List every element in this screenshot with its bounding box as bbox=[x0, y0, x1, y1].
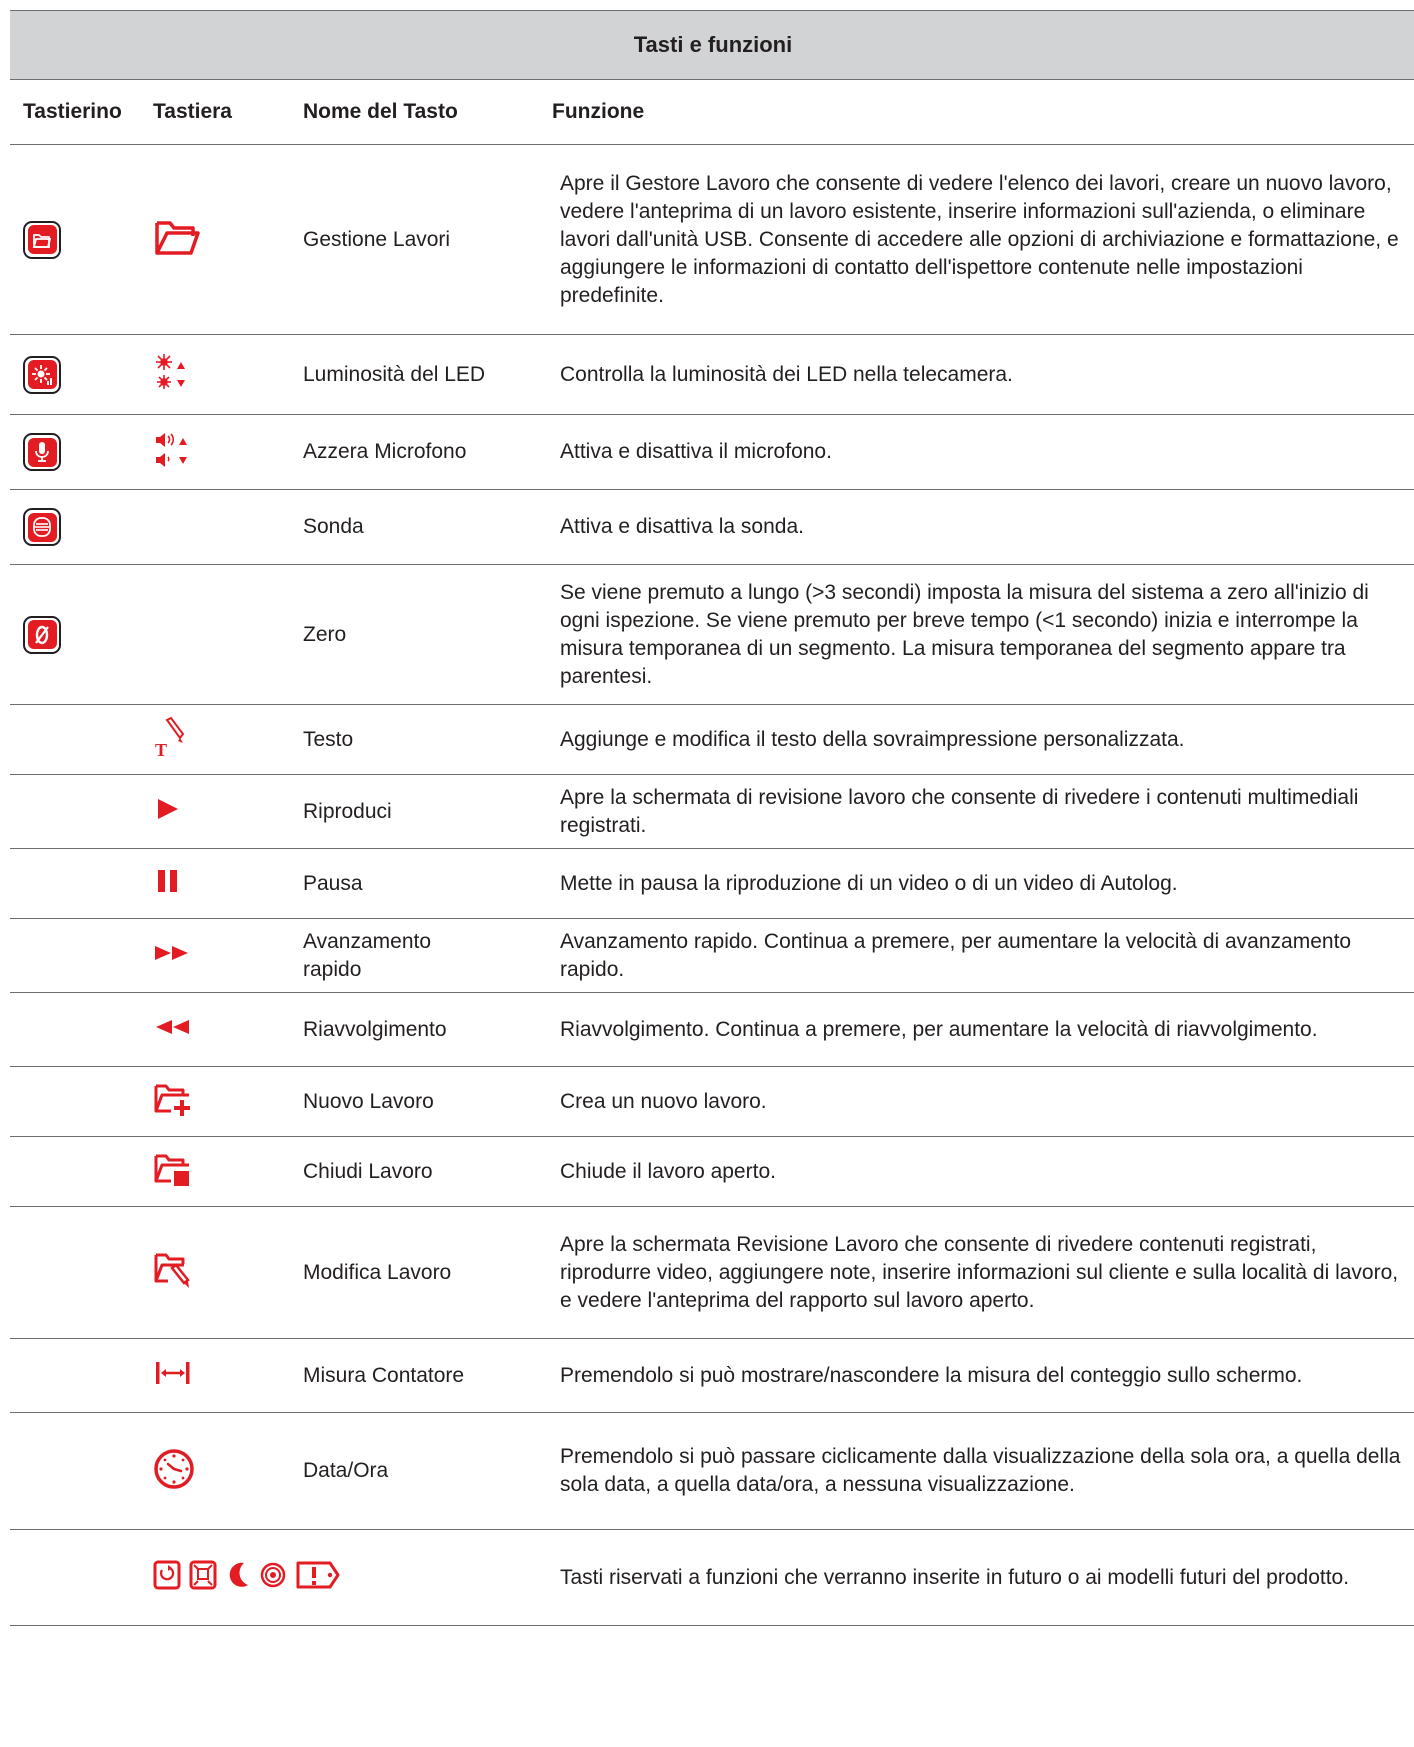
table-row bbox=[10, 144, 1414, 334]
key-function: Avanzamento rapido. Continua a premere, per aumentare la velocità di avanzamento rapido. bbox=[560, 929, 1352, 981]
key-function: Chiude il lavoro aperto. bbox=[560, 1159, 776, 1183]
keys-functions-table bbox=[10, 10, 1414, 1626]
text-pencil-icon bbox=[153, 716, 189, 758]
edit-job-folder-icon bbox=[153, 1250, 193, 1290]
svg-text:T: T bbox=[155, 740, 168, 758]
key-name: Data/Ora bbox=[303, 1459, 389, 1482]
header-function: Funzione bbox=[552, 100, 645, 123]
key-function: Premendolo si può mostrare/nascondere la misura del conteggio sullo schermo. bbox=[560, 1363, 1303, 1387]
table-row bbox=[10, 334, 1414, 414]
header-keypad: Tastierino bbox=[23, 100, 122, 123]
table-row bbox=[10, 1338, 1414, 1412]
key-name: Riproduci bbox=[303, 799, 392, 823]
table-header-row bbox=[10, 79, 1414, 144]
table-title-bar bbox=[10, 10, 1414, 79]
table-row bbox=[10, 564, 1414, 704]
key-function: Apre il Gestore Lavoro che consente di vedere l'elenco dei lavori, creare un nuovo lavoro, vedere l'anteprima di un lavoro esistente, inserire informazioni sull'azienda, o eliminare lavori dall'unità USB. Consente di accedere alle opzioni di archiviazione e formattazione, e aggiungere le informazioni di contatto dell'ispettore contenute nelle impostazioni predefinite. bbox=[560, 171, 1399, 307]
sonde-icon bbox=[23, 508, 61, 546]
key-function: Tasti riservati a funzioni che verranno inserite in futuro o ai modelli futuri del prodotto. bbox=[560, 1565, 1350, 1589]
key-function: Riavvolgimento. Continua a premere, per aumentare la velocità di riavvolgimento. bbox=[560, 1017, 1318, 1041]
table-row bbox=[10, 414, 1414, 489]
table-row bbox=[10, 1206, 1414, 1338]
key-function: Se viene premuto a lungo (>3 secondi) imposta la misura del sistema a zero all'inizio di ogni ispezione. Se viene premuto per breve tempo (<1 secondo) inizia e interrompe la misura temporanea di un segmento. La misura temporanea del segmento appare tra parentesi. bbox=[560, 580, 1369, 688]
header-keyboard: Tastiera bbox=[153, 100, 232, 123]
moon-icon bbox=[225, 1560, 251, 1590]
key-function: Controlla la luminosità dei LED nella telecamera. bbox=[560, 362, 1013, 386]
tag-alert-icon bbox=[295, 1560, 341, 1590]
clock-icon bbox=[153, 1448, 195, 1490]
pause-icon bbox=[153, 868, 183, 894]
frame-icon bbox=[189, 1560, 217, 1590]
fast-forward-icon bbox=[153, 943, 193, 963]
new-job-folder-icon bbox=[153, 1081, 193, 1117]
key-function: Premendolo si può passare ciclicamente dalla visualizzazione della sola ora, a quella della sola data, a quella data/ora, a nessuna visualizzazione. bbox=[560, 1445, 1401, 1496]
folder-icon bbox=[153, 217, 201, 257]
key-name: Azzera Microfono bbox=[303, 440, 467, 463]
key-name: Misura Contatore bbox=[303, 1363, 465, 1387]
coil-icon bbox=[259, 1560, 287, 1590]
table-row bbox=[10, 992, 1414, 1066]
rotate-icon bbox=[153, 1560, 181, 1590]
table-title: Tasti e funzioni bbox=[633, 32, 793, 57]
key-name: Luminosità del LED bbox=[303, 362, 486, 386]
key-function: Mette in pausa la riproduzione di un video o di un video di Autolog. bbox=[560, 871, 1178, 895]
key-name: Gestione Lavori bbox=[303, 227, 451, 251]
table-row bbox=[10, 1412, 1414, 1529]
key-function: Attiva e disattiva la sonda. bbox=[560, 515, 804, 538]
key-name: Avanzamento rapido bbox=[303, 929, 432, 981]
table-row bbox=[10, 918, 1414, 992]
header-key-name: Nome del Tasto bbox=[303, 100, 458, 123]
folder-keypad-icon bbox=[23, 221, 61, 259]
measure-counter-icon bbox=[153, 1360, 193, 1386]
key-name: Riavvolgimento bbox=[303, 1017, 447, 1041]
table-row bbox=[10, 1136, 1414, 1206]
key-name: Chiudi Lavoro bbox=[303, 1159, 433, 1183]
volume-up-down-icon bbox=[153, 430, 193, 470]
key-name: Sonda bbox=[303, 515, 364, 538]
key-name: Nuovo Lavoro bbox=[303, 1089, 434, 1113]
key-function: Attiva e disattiva il microfono. bbox=[560, 440, 832, 463]
microphone-icon bbox=[23, 433, 61, 471]
key-name: Zero bbox=[303, 622, 347, 646]
key-name: Modifica Lavoro bbox=[303, 1260, 452, 1284]
table-row bbox=[10, 1529, 1414, 1626]
play-icon bbox=[153, 797, 183, 821]
led-brightness-icon bbox=[23, 356, 61, 394]
key-function: Aggiunge e modifica il testo della sovraimpressione personalizzata. bbox=[560, 727, 1185, 751]
rewind-icon bbox=[153, 1017, 193, 1037]
table-row bbox=[10, 489, 1414, 564]
close-job-folder-icon bbox=[153, 1151, 193, 1187]
reserved-keys-icons bbox=[153, 1560, 341, 1590]
key-name: Testo bbox=[303, 727, 354, 751]
key-function: Apre la schermata Revisione Lavoro che consente di rivedere contenuti registrati, riprodurre video, aggiungere note, inserire informazioni sul cliente e sulla località di lavoro, e vedere l'anteprima del rapporto sul lavoro aperto. bbox=[560, 1232, 1399, 1312]
key-name: Pausa bbox=[303, 871, 363, 895]
key-function: Apre la schermata di revisione lavoro che consente di rivedere i contenuti multimediali registrati. bbox=[560, 785, 1359, 837]
key-function: Crea un nuovo lavoro. bbox=[560, 1089, 767, 1113]
table-row bbox=[10, 774, 1414, 848]
table-row bbox=[10, 1066, 1414, 1136]
table-row bbox=[10, 704, 1414, 774]
table-row bbox=[10, 848, 1414, 918]
brightness-up-down-icon bbox=[153, 352, 193, 392]
zero-icon bbox=[23, 616, 61, 654]
